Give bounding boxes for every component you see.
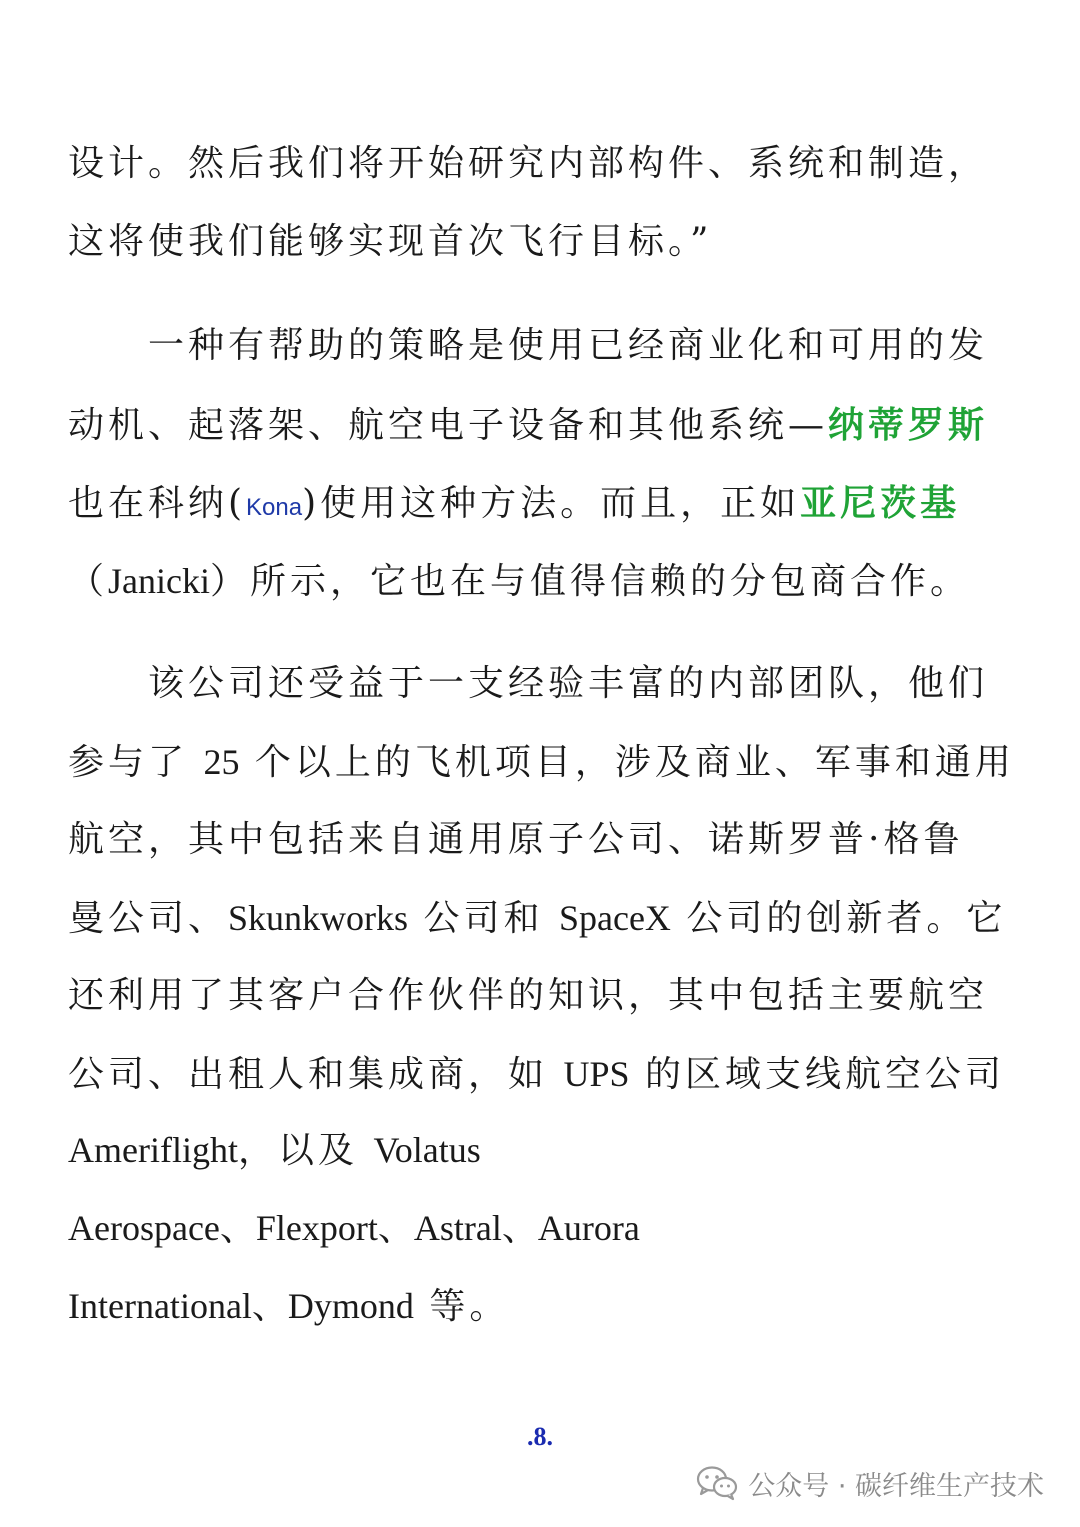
text-run: （ xyxy=(68,561,109,602)
highlighted-term-natilus: 纳蒂罗斯 xyxy=(828,404,989,446)
text-run: 公司的创新者。它 xyxy=(686,898,1007,939)
text-run: 这将使我们能够实现首次飞行目标。” xyxy=(68,221,713,262)
page-number: .8. xyxy=(527,1422,553,1451)
text-run-latin: SpaceX xyxy=(558,898,671,938)
text-run: 航空，其中包括来自通用原子公司、诺斯罗普·格鲁 xyxy=(68,819,964,860)
text-run: ，以及 xyxy=(237,1130,358,1171)
text-line xyxy=(68,1206,640,1250)
text-run-latin: UPS xyxy=(563,1054,630,1094)
text-run: 等。 xyxy=(429,1286,510,1327)
text-run-latin: Ameriflight xyxy=(68,1130,238,1170)
text-run: ）所示，它也在与值得信赖的分包商合作。 xyxy=(210,561,971,602)
text-run: 还利用了其客户合作伙伴的知识，其中包括主要航空 xyxy=(68,975,989,1016)
text-run-latin: Aerospace、Flexport、Astral、Aurora xyxy=(68,1208,640,1248)
text-run: 公司、出租人和集成商，如 xyxy=(68,1054,549,1095)
text-run: 曼公司、 xyxy=(68,898,229,939)
text-line xyxy=(68,1052,1005,1097)
text-run-latin: Skunkworks xyxy=(228,898,409,938)
text-run: )使用这种方法。而且，正如 xyxy=(302,483,801,524)
text-line xyxy=(68,559,970,604)
text-line xyxy=(148,324,988,368)
text-line xyxy=(68,220,712,264)
watermark xyxy=(696,1460,1044,1506)
text-run: 个以上的飞机项目，涉及商业、军事和通用 xyxy=(254,742,1015,783)
wechat-icon xyxy=(696,1465,738,1501)
text-run-latin: International、Dymond xyxy=(68,1286,414,1326)
text-line xyxy=(148,662,988,706)
text-run: 该公司还受益于一支经验丰富的内部团队，他们 xyxy=(148,663,989,704)
text-run: 的区域支线航空公司 xyxy=(644,1054,1005,1095)
text-line xyxy=(68,142,988,186)
text-line xyxy=(68,896,1006,941)
text-run-number: 25 xyxy=(203,742,240,782)
text-run: 也在科纳( xyxy=(68,483,247,524)
text-line xyxy=(68,1284,509,1329)
text-run: 设计。然后我们将开始研究内部构件、系统和制造， xyxy=(68,143,989,184)
watermark-text: 公众号 · 碳纤维生产技术 xyxy=(748,1470,1044,1502)
text-run: 一种有帮助的策略是使用已经商业化和可用的发 xyxy=(148,325,989,366)
text-run-latin: Janicki xyxy=(108,561,210,601)
text-run: 参与了 xyxy=(68,742,189,783)
text-run: 动机、起落架、航空电子设备和其他系统— xyxy=(68,405,829,446)
highlighted-term-janicki: 亚尼茨基 xyxy=(800,482,961,524)
kona-term: Kona xyxy=(246,494,303,521)
text-run-latin: Volatus xyxy=(373,1130,481,1170)
text-line xyxy=(68,740,1015,785)
text-line xyxy=(68,403,988,448)
text-line xyxy=(68,974,988,1018)
text-line xyxy=(68,818,963,862)
text-line xyxy=(68,481,960,530)
text-run: 公司和 xyxy=(423,898,544,939)
text-line xyxy=(68,1128,481,1173)
